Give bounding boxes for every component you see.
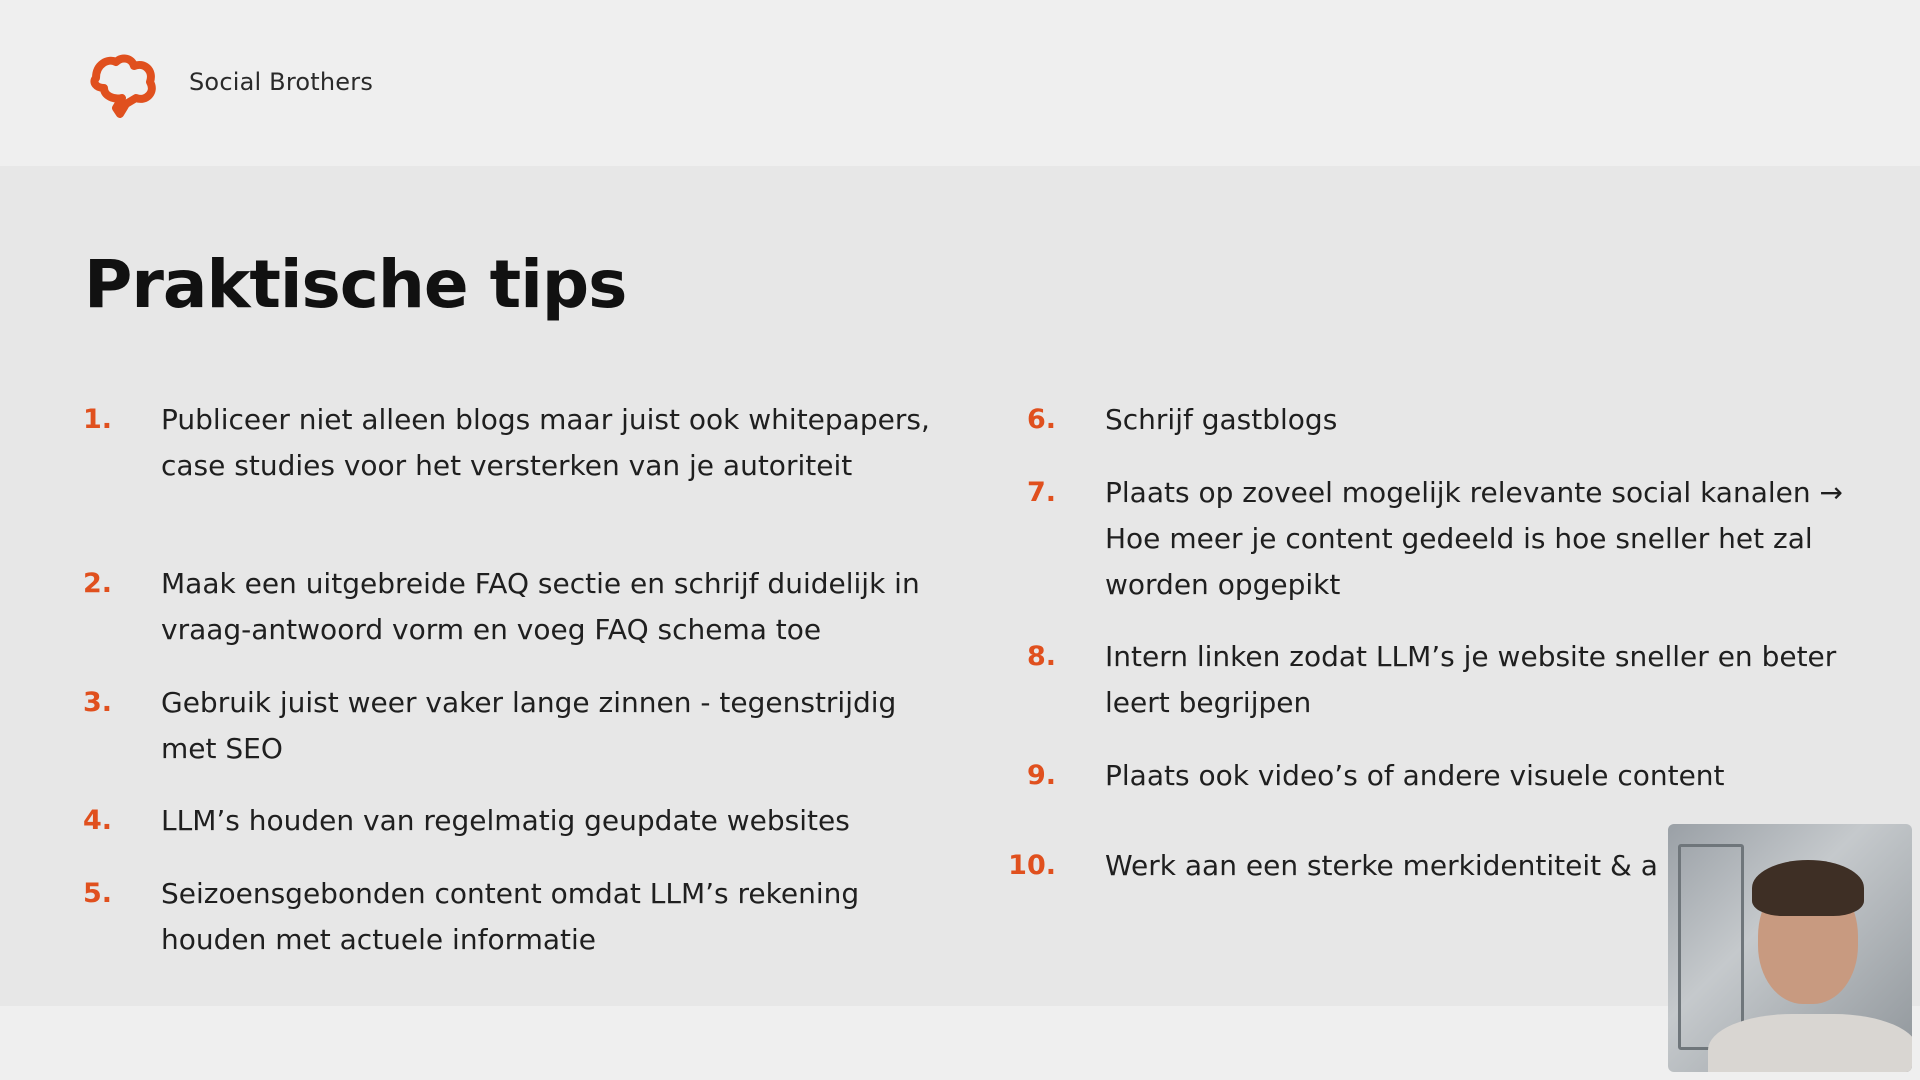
tip-text: Plaats ook video’s of andere visuele content (1105, 759, 1725, 792)
tip-number: 1. (82, 404, 112, 435)
presenter-body (1708, 1014, 1912, 1072)
social-brothers-logo-icon (86, 52, 160, 118)
background-window (1678, 844, 1744, 1050)
tip-item (0, 397, 1875, 443)
brand-name: Social Brothers (189, 68, 374, 96)
tip-number: 6. (1026, 404, 1056, 435)
slide-title: Praktische tips (84, 246, 627, 323)
tip-text: Werk aan een sterke merkidentiteit & a (1105, 849, 1658, 882)
header (0, 0, 1920, 166)
tip-text: Publiceer niet alleen blogs maar juist ook whitepapers, case studies voor het versterken van je autoriteit (161, 403, 930, 482)
tip-text: Seizoensgebonden content omdat LLM’s rekening houden met actuele informatie (161, 877, 860, 956)
tip-item (0, 843, 1875, 889)
webcam-overlay[interactable] (1668, 824, 1912, 1072)
tip-item (0, 753, 1875, 799)
tip-number: 3. (82, 687, 112, 718)
tip-number: 7. (1026, 477, 1056, 508)
presenter-hair (1752, 860, 1864, 916)
tip-text: Gebruik juist weer vaker lange zinnen - tegenstrijdig met SEO (161, 686, 897, 765)
tip-number: 9. (1026, 760, 1056, 791)
footer-band (0, 1006, 1920, 1080)
tip-number: 4. (82, 805, 112, 836)
tip-text: Maak een uitgebreide FAQ sectie en schrijf duidelijk in vraag-antwoord vorm en voeg FAQ schema toe (161, 567, 920, 646)
tip-number: 2. (82, 568, 112, 599)
tip-number: 10. (1008, 850, 1056, 881)
tip-text: Schrijf gastblogs (1105, 403, 1338, 436)
tip-text: Intern linken zodat LLM’s je website sneller en beter leert begrijpen (1105, 640, 1837, 719)
tip-item (0, 470, 1875, 608)
tip-item (0, 798, 941, 844)
tip-text: Plaats op zoveel mogelijk relevante social kanalen → Hoe meer je content gedeeld is hoe sneller het zal worden opgepikt (1105, 476, 1843, 601)
tip-number: 5. (82, 878, 112, 909)
tip-text: LLM’s houden van regelmatig geupdate websites (161, 804, 850, 837)
tip-item (0, 634, 1875, 726)
tip-number: 8. (1026, 641, 1056, 672)
